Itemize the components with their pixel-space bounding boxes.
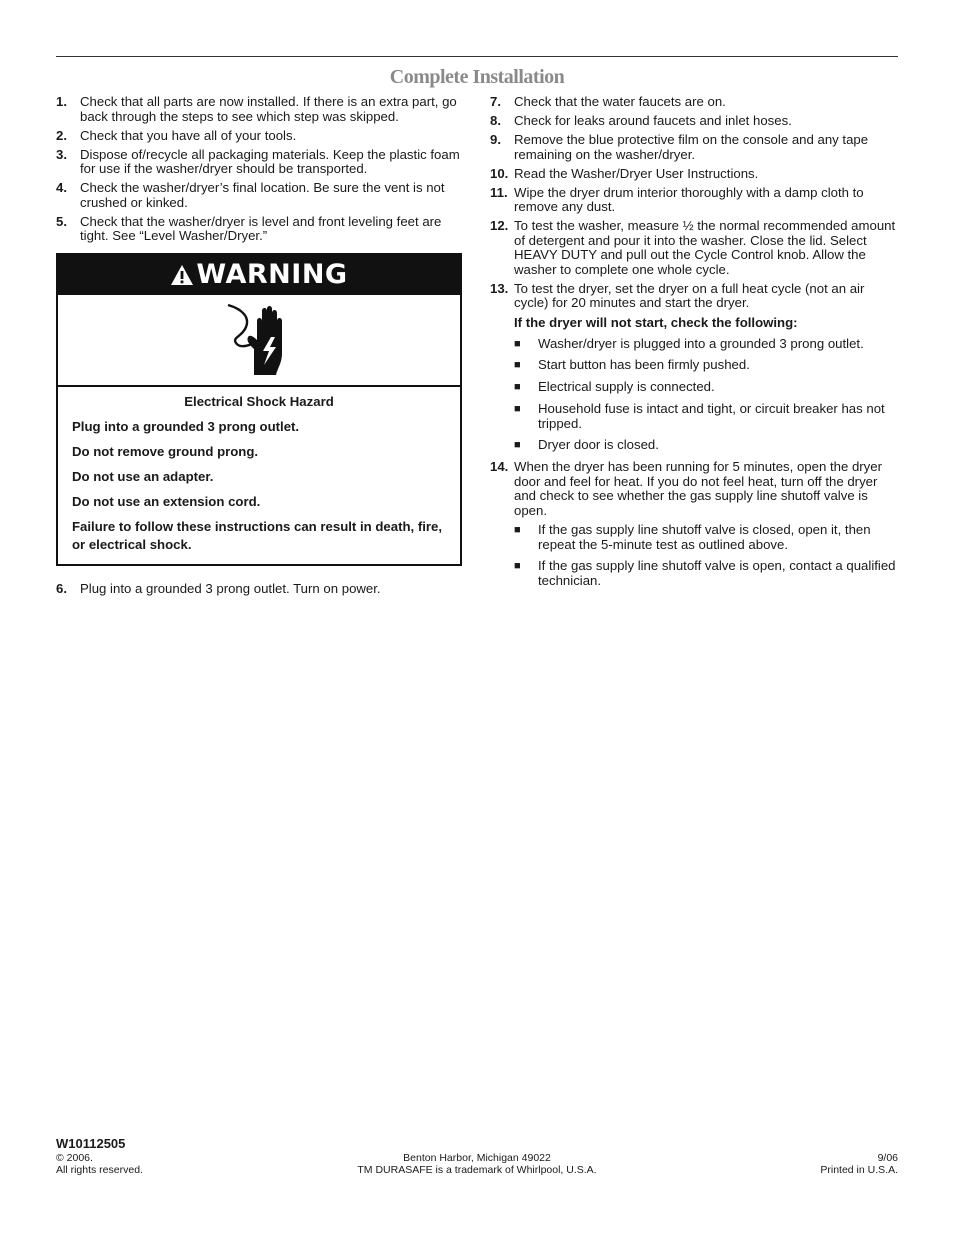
warning-line: Failure to follow these instructions can result in death, fire, or electrical shock. <box>72 518 443 552</box>
warning-body <box>58 387 460 564</box>
warning-line: Plug into a grounded 3 prong outlet. <box>72 418 300 434</box>
steps-list-left <box>56 95 462 244</box>
warning-triangle-icon <box>170 264 194 286</box>
warning-header <box>58 255 460 295</box>
list-item: 9. Remove the blue protective film on the console and any tape remaining on the washer/dryer. <box>490 131 869 162</box>
warning-icon-area <box>58 295 460 387</box>
list-item: 2. Check that you have all of your tools. <box>56 127 297 143</box>
list-item: 4. Check the washer/dryer’s final location. Be sure the vent is not crushed or kinked. <box>56 180 445 210</box>
warning-line: Do not use an adapter. <box>72 468 214 484</box>
steps-list-left-continued <box>56 582 462 597</box>
footer-address: Benton Harbor, Michigan 49022 TM DURASAFE is a trademark of Whirlpool, U.S.A. <box>357 1152 597 1176</box>
dryer-check-list <box>514 337 898 453</box>
warning-line: Do not use an extension cord. <box>72 493 261 509</box>
warning-box <box>56 253 462 566</box>
list-item: 3. Dispose of/recycle all packaging materials. Keep the plastic foam for use if the washer/dryer should be transported. <box>56 146 460 177</box>
bullet-square-icon: ■ <box>514 381 521 394</box>
list-item: 5. Check that the washer/dryer is level and front leveling feet are tight. See “Level Washer/Dryer.” <box>56 213 442 244</box>
steps-list-right-continued <box>490 460 898 518</box>
bullet-square-icon: ■ <box>514 403 521 415</box>
list-item: ■ Washer/dryer is plugged into a grounded 3 prong outlet. <box>514 335 864 351</box>
list-item: 8. Check for leaks around faucets and inlet hoses. <box>490 112 792 128</box>
warning-label: WARNING <box>196 258 348 290</box>
list-item: 11. Wipe the dryer drum interior thoroughly with a damp cloth to remove any dust. <box>490 184 864 215</box>
list-item: 12. To test the washer, measure ½ the normal recommended amount of detergent and pour it into the washer. Close the lid. Select HEAVY DUTY and pull out the Cycle Control knob. Allow the washer to complete one whole cycle. <box>490 218 896 277</box>
list-item: 14. When the dryer has been running for 5 minutes, open the dryer door and feel for heat. If you do not feel heat, turn off the dryer and check to see whether the gas supply line shutoff valve is open. <box>490 459 883 518</box>
warning-line: Do not remove ground prong. <box>72 443 259 459</box>
list-item: ■ Start button has been firmly pushed. <box>514 357 750 373</box>
footer-copyright: © 2006. All rights reserved. <box>56 1152 143 1176</box>
steps-list-right <box>490 95 898 311</box>
electrical-shock-hand-icon <box>224 303 294 377</box>
header-rule <box>56 56 898 57</box>
list-item: ■ Dryer door is closed. <box>514 437 659 453</box>
dryer-check-heading: If the dryer will not start, check the following: <box>514 315 798 331</box>
hazard-title: Electrical Shock Hazard <box>184 393 334 409</box>
bullet-square-icon: ■ <box>514 439 521 452</box>
list-item: 1. Check that all parts are now installed. If there is an extra part, go back through the steps to see which step was skipped. <box>56 94 457 124</box>
list-item: ■ Household fuse is intact and tight, or circuit breaker has not tripped. <box>514 401 885 431</box>
bullet-square-icon: ■ <box>514 560 521 573</box>
list-item: 7. Check that the water faucets are on. <box>490 94 726 109</box>
list-item: 10. Read the Washer/Dryer User Instructions. <box>490 165 759 181</box>
list-item: ■ Electrical supply is connected. <box>514 379 715 395</box>
page-title: Complete Installation <box>389 66 565 88</box>
footer-date: 9/06 Printed in U.S.A. <box>820 1152 898 1176</box>
document-code: W10112505 <box>56 1136 126 1151</box>
right-column <box>490 95 898 596</box>
list-item: ■ If the gas supply line shutoff valve is open, contact a qualified technician. <box>514 558 896 588</box>
bullet-square-icon: ■ <box>514 359 521 372</box>
bullet-square-icon: ■ <box>514 523 521 536</box>
left-column <box>56 95 462 601</box>
gas-valve-list <box>514 523 898 589</box>
list-item: 13. To test the dryer, set the dryer on a full heat cycle (not an air cycle) for 20 minutes and start the dryer. <box>490 280 865 311</box>
bullet-square-icon: ■ <box>514 337 521 350</box>
list-item: 6. Plug into a grounded 3 prong outlet. Turn on power. <box>56 580 381 596</box>
list-item: ■ If the gas supply line shutoff valve is closed, open it, then repeat the 5-minute test as outlined above. <box>514 521 871 552</box>
